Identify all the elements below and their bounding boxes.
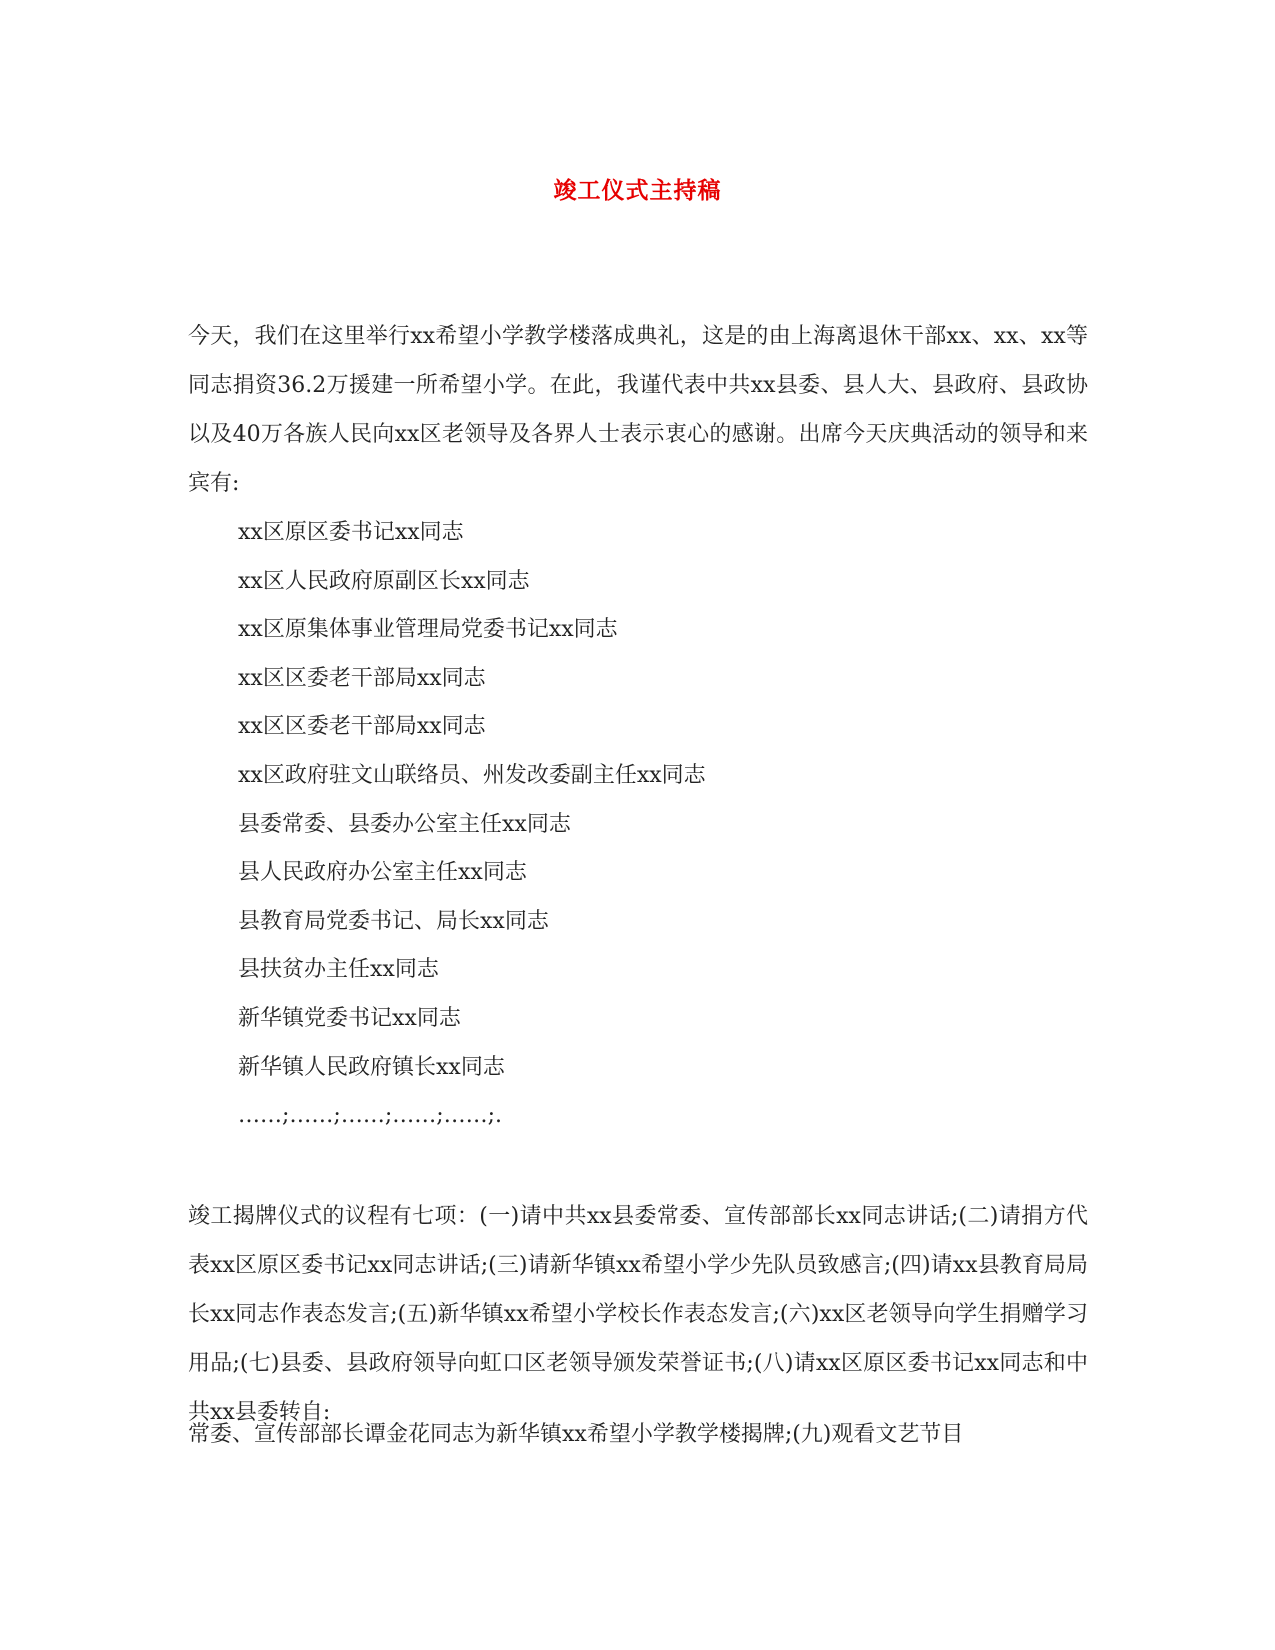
agenda-paragraph: 竣工揭牌仪式的议程有七项：(一)请中共xx县委常委、宣传部部长xx同志讲话;(二)请捐方代表xx区原区委书记xx同志讲话;(三)请新华镇xx希望小学少先队员致感言;(四)请xx县教育局局长xx同志作表态发言;(五)新华镇xx希望小学校长作表态发言;(六)xx区老领导向学生捐赠学习用品;(七)县委、县政府领导向虹口区老领导颁发荣誉证书;(八)请xx区原区委书记xx同志和中共xx县委转自: — [188, 1204, 1088, 1425]
guest-list — [238, 509, 706, 1141]
guest-item: 县人民政府办公室主任xx同志 — [238, 860, 527, 886]
guest-item: xx区人民政府原副区长xx同志 — [238, 568, 530, 594]
document-title: 竣工仪式主持稿 — [553, 177, 722, 204]
guest-item: xx区区委老干部局xx同志 — [238, 665, 486, 691]
intro-paragraph: 今天，我们在这里举行xx希望小学教学楼落成典礼，这是的由上海离退休干部xx、xx、xx等同志捐资36.2万援建一所希望小学。在此，我谨代表中共xx县委、县人大、县政府、县政协以及40万各族人民向xx区老领导及各界人士表示衷心的感谢。出席今天庆典活动的领导和来宾有: — [188, 324, 1088, 496]
guest-item: 县委常委、县委办公室主任xx同志 — [238, 811, 571, 837]
guest-item: 县教育局党委书记、局长xx同志 — [238, 908, 549, 934]
guest-item: 新华镇人民政府镇长xx同志 — [238, 1054, 505, 1080]
guest-item-ellipsis: ……;……;……;……;……;. — [238, 1103, 503, 1129]
guest-item: xx区区委老干部局xx同志 — [238, 714, 486, 740]
guest-item: xx区原集体事业管理局党委书记xx同志 — [238, 617, 618, 643]
guest-item: xx区原区委书记xx同志 — [238, 520, 464, 545]
guest-item: 县扶贫办主任xx同志 — [238, 957, 439, 983]
guest-item: 新华镇党委书记xx同志 — [238, 1005, 461, 1031]
agenda-continuation: 常委、宣传部部长谭金花同志为新华镇xx希望小学教学楼揭牌;(九)观看文艺节目 — [188, 1422, 964, 1447]
guest-item: xx区政府驻文山联络员、州发改委副主任xx同志 — [238, 762, 706, 788]
